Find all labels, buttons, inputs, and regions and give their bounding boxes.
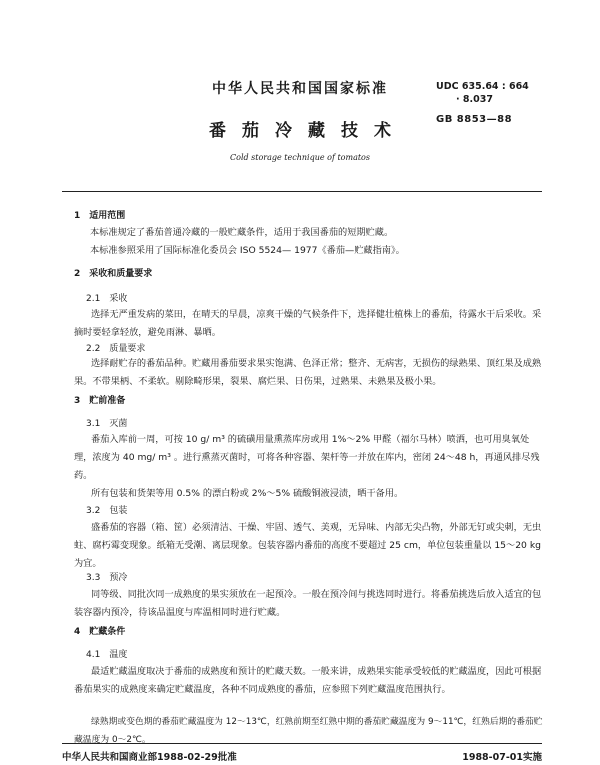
udc-code: UDC 635.64 : 664 bbox=[436, 81, 529, 92]
section-4-heading: 4 贮藏条件 bbox=[74, 627, 126, 637]
section-2-2-heading: 2.2 质量要求 bbox=[86, 344, 146, 354]
section-3-1-text-2: 所有包装和货架等用 0.5% 的漂白粉或 2%～5% 硫酸铜液浸渍，晒干备用。 bbox=[91, 488, 404, 499]
section-2-1-heading: 2.1 采收 bbox=[86, 294, 128, 304]
udc-code-cont: · 8.037 bbox=[456, 94, 493, 105]
section-4-1-text: 最适贮藏温度取决于番茄的成熟度和预计的贮藏天数。一般来讲，成熟果实能承受较低的贮藏温度，因此可根据番茄果实的成熟度来确定贮藏温度，各种不同成熟度的番茄，应参照下列贮藏温度范围执行。 bbox=[74, 666, 542, 695]
section-4-1-heading: 4.1 温度 bbox=[86, 650, 128, 660]
section-2-heading: 2 采收和质量要求 bbox=[74, 269, 153, 279]
section-3-1-heading: 3.1 灭菌 bbox=[86, 419, 128, 429]
section-1-para-2: 本标准参照采用了国际标准化委员会 ISO 5524— 1977《番茄—贮藏指南》。 bbox=[90, 245, 405, 256]
section-3-heading: 3 贮前准备 bbox=[74, 396, 126, 406]
section-3-3-text: 同等级、同批次同一成熟度的果实须放在一起预冷。一般在预冷间与挑选同时进行。将番茄挑选后放入适宜的包装容器内预冷，待该品温度与库温相同时进行贮藏。 bbox=[74, 589, 542, 618]
section-3-3-heading: 3.3 预冷 bbox=[86, 573, 128, 583]
section-1-heading: 1 适用范围 bbox=[74, 211, 126, 221]
header-divider bbox=[62, 191, 542, 192]
section-3-2-text: 盛番茄的容器（箱、筐）必须清洁、干燥、牢固、透气、美观，无异味、内部无尖凸物，外部无钉或尖刺，无虫蛀、腐朽霉变现象。纸箱无受潮、离层现象。包装容器内番茄的高度不要超过 25 cm，单位包装重量以 15～20 kg 为宜。 bbox=[74, 522, 542, 569]
section-1-para-1: 本标准规定了番茄普通冷藏的一般贮藏条件，适用于我国番茄的短期贮藏。 bbox=[90, 227, 394, 238]
section-3-1-text: 番茄入库前一周，可按 10 g/ m³ 的硫磺用量熏蒸库房或用 1%～2% 甲醛（福尔马林）喷洒，也可用臭氧处理，浓度为 40 mg/ m³ 。进行熏蒸灭菌时，可将各种容器、架杆等一并放在库内，密闭 24～48 h，再通风排尽残药。 bbox=[74, 434, 540, 481]
footer-divider bbox=[62, 743, 542, 744]
section-2-1-text: 选择无严重发病的菜田，在晴天的早晨，凉爽干燥的气候条件下，选择健壮植株上的番茄，待露水干后采收。采摘时要轻拿轻放，避免雨淋、暴晒。 bbox=[74, 309, 542, 338]
section-2-2-text: 选择耐贮存的番茄品种。贮藏用番茄要求果实饱满、色泽正常；整齐、无病害，无损伤的绿熟果、顶红果及成熟果。不带果柄、不柔软。剔除畸形果，裂果、腐烂果、日伤果，过熟果、未熟果及极小果。 bbox=[74, 358, 542, 387]
effective-date: 1988-07-01实施 bbox=[462, 752, 542, 763]
english-subtitle: Cold storage technique of tomatos bbox=[230, 153, 370, 162]
gb-number: GB 8853—88 bbox=[436, 114, 513, 125]
section-3-2-heading: 3.2 包装 bbox=[86, 506, 128, 516]
section-4-1-text-2: 绿熟期或变色期的番茄贮藏温度为 12～13℃，红熟前期至红熟中期的番茄贮藏温度为 9～11℃，红熟后期的番茄贮藏温度为 0～2℃。 bbox=[74, 717, 543, 745]
standard-name: 中华人民共和国国家标准 bbox=[212, 81, 388, 97]
document-title: 番茄冷藏技术 bbox=[209, 121, 407, 141]
approval-date: 中华人民共和国商业部1988-02-29批准 bbox=[62, 752, 237, 763]
